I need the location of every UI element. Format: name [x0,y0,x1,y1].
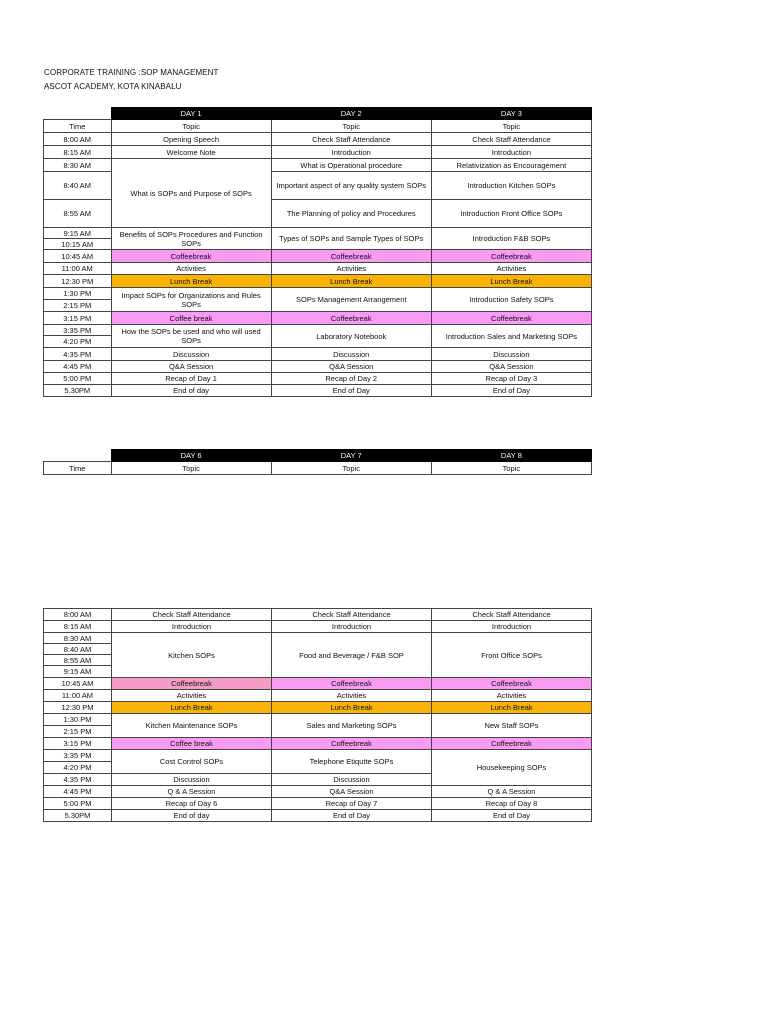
time-cell: 8:40 AM [44,172,112,200]
coffee-break-cell: Coffee break [111,312,271,325]
table-row [44,228,592,239]
topic-header: Topic [271,120,431,133]
table-row [44,275,592,288]
time-cell: 8:00 AM [44,609,112,621]
time-cell: 8:15 AM [44,621,112,633]
time-cell: 3:35 PM [44,750,112,762]
lunch-break-cell: Lunch Break [431,275,591,288]
session-cell: Recap of Day 8 [432,798,592,810]
lunch-break-cell: Lunch Break [271,275,431,288]
time-cell: 1:30 PM [44,714,112,726]
day-header: DAY 8 [431,450,591,462]
session-cell: What is SOPs and Purpose of SOPs [111,159,271,228]
session-cell: Q&A Session [431,361,591,373]
session-cell: Discussion [431,348,591,361]
session-cell: Activities [112,690,272,702]
table-row [44,108,592,120]
table-row [44,633,592,644]
day-header: DAY 7 [271,450,431,462]
table-row [44,361,592,373]
time-cell: 4:20 PM [44,336,112,348]
coffee-break-cell: Coffeebreak [432,738,592,750]
session-cell: Recap of Day 6 [112,798,272,810]
session-cell: Discussion [112,774,272,786]
session-cell: End of day [112,810,272,822]
table-row [44,702,592,714]
coffee-break-cell: Coffeebreak [272,678,432,690]
time-cell: 8:00 AM [44,133,112,146]
session-cell: Types of SOPs and Sample Types of SOPs [271,228,431,250]
time-cell: 5.30PM [44,810,112,822]
table-row [44,621,592,633]
session-cell: Introduction Safety SOPs [431,288,591,312]
session-cell: End of Day [432,810,592,822]
session-cell: New Staff SOPs [432,714,592,738]
table-row [44,263,592,275]
session-cell: Check Staff Attendance [271,133,431,146]
session-cell: Q & A Session [112,786,272,798]
time-cell: 3:35 PM [44,325,112,336]
time-cell: 4:20 PM [44,762,112,774]
day-header: DAY 3 [431,108,591,120]
time-cell: 4:45 PM [44,361,112,373]
session-cell: Introduction Front Office SOPs [431,200,591,228]
session-cell: Check Staff Attendance [112,609,272,621]
time-cell: 4:45 PM [44,786,112,798]
coffee-break-cell: Coffeebreak [431,250,591,263]
table-row [44,348,592,361]
session-cell: Impact SOPs for Organizations and Rules SOPs [111,288,271,312]
time-cell: 8:55 AM [44,655,112,666]
table-row [44,450,592,462]
session-cell: Discussion [271,348,431,361]
session-cell: Q&A Session [272,786,432,798]
session-cell: Opening Speech [111,133,271,146]
topic-header: Topic [431,462,591,475]
session-cell: Activities [271,263,431,275]
session-cell: Introduction [272,621,432,633]
session-cell: Benefits of SOPs Procedures and Function SOPs [111,228,271,250]
session-cell: Q&A Session [111,361,271,373]
session-cell: SOPs Management Arrangement [271,288,431,312]
session-cell: How the SOPs be used and who will used SOPs [111,325,271,348]
session-cell: The Planning of policy and Procedures [271,200,431,228]
coffee-break-cell: Coffeebreak [271,312,431,325]
time-cell: 11:00 AM [44,263,112,275]
document-subtitle: ASCOT ACADEMY, KOTA KINABALU [44,82,182,91]
session-cell: Sales and Marketing SOPs [272,714,432,738]
coffee-break-cell: Coffeebreak [271,250,431,263]
table-row [44,120,592,133]
session-cell: Check Staff Attendance [431,133,591,146]
time-cell: 8:30 AM [44,159,112,172]
session-cell: Activities [272,690,432,702]
table-row [44,786,592,798]
session-cell: End of Day [271,385,431,397]
coffee-break-cell: Coffeebreak [432,678,592,690]
session-cell: Q&A Session [271,361,431,373]
session-cell: Recap of Day 3 [431,373,591,385]
table-row [44,159,592,172]
time-cell: 8:30 AM [44,633,112,644]
table-row [44,312,592,325]
time-cell: 1:30 PM [44,288,112,300]
time-cell: 10:15 AM [44,239,112,250]
lunch-break-cell: Lunch Break [111,275,271,288]
session-cell: Telephone Etiqutte SOPs [272,750,432,774]
session-cell: Kitchen Maintenance SOPs [112,714,272,738]
time-header: Time [44,120,112,133]
table-row [44,146,592,159]
table-row [44,288,592,300]
table-row [44,798,592,810]
table-row [44,462,592,475]
session-cell: End of Day [272,810,432,822]
topic-header: Topic [431,120,591,133]
time-cell: 8:40 AM [44,644,112,655]
session-cell: Activities [431,263,591,275]
day-header: DAY 2 [271,108,431,120]
topic-header: Topic [111,462,271,475]
session-cell: End of Day [431,385,591,397]
time-cell: 10:45 AM [44,250,112,263]
session-cell: Welcome Note [111,146,271,159]
day-header: DAY 1 [111,108,271,120]
session-cell: Introduction [431,146,591,159]
time-cell: 9:15 AM [44,228,112,239]
session-cell: Food and Beverage / F&B SOP [272,633,432,678]
session-cell: Activities [111,263,271,275]
time-cell: 3:15 PM [44,312,112,325]
session-cell: Laboratory Notebook [271,325,431,348]
lunch-break-cell: Lunch Break [272,702,432,714]
table-row [44,750,592,762]
table-row [44,690,592,702]
schedule-table-days-6-8 [43,608,592,822]
time-cell: 8:15 AM [44,146,112,159]
session-cell: Recap of Day 1 [111,373,271,385]
session-cell: Introduction Kitchen SOPs [431,172,591,200]
time-header: Time [44,462,112,475]
table-row [44,678,592,690]
time-cell: 10:45 AM [44,678,112,690]
table-row [44,373,592,385]
lunch-break-cell: Lunch Break [112,702,272,714]
document-title: CORPORATE TRAINING :SOP MANAGEMENT [44,68,219,77]
session-cell: Introduction [112,621,272,633]
table-row [44,609,592,621]
time-cell: 4:35 PM [44,774,112,786]
coffee-break-cell: Coffeebreak [111,250,271,263]
session-cell: Cost Control SOPs [112,750,272,774]
time-cell: 5:00 PM [44,373,112,385]
session-cell: Recap of Day 2 [271,373,431,385]
coffee-break-cell: Coffeebreak [272,738,432,750]
session-cell: Recap of Day 7 [272,798,432,810]
session-cell: Kitchen SOPs [112,633,272,678]
session-cell: Activities [432,690,592,702]
session-cell: Q & A Session [432,786,592,798]
table-row [44,325,592,336]
session-cell: Important aspect of any quality system SOPs [271,172,431,200]
table-row [44,810,592,822]
time-cell: 5.30PM [44,385,112,397]
session-cell: Introduction [432,621,592,633]
schedule-header-days-6-8 [43,449,592,475]
coffee-break-cell: Coffeebreak [112,678,272,690]
coffee-break-cell: Coffeebreak [431,312,591,325]
time-cell: 5:00 PM [44,798,112,810]
session-cell: Discussion [272,774,432,786]
session-cell: Housekeeping SOPs [432,750,592,786]
table-row [44,133,592,146]
time-cell: 12:30 PM [44,702,112,714]
schedule-table-days-1-3 [43,107,592,397]
session-cell: Check Staff Attendance [432,609,592,621]
table-row [44,385,592,397]
lunch-break-cell: Lunch Break [432,702,592,714]
time-cell: 2:15 PM [44,300,112,312]
day-header: DAY 6 [111,450,271,462]
session-cell: Discussion [111,348,271,361]
time-cell: 11:00 AM [44,690,112,702]
time-cell: 3:15 PM [44,738,112,750]
table-row [44,250,592,263]
session-cell: Introduction F&B SOPs [431,228,591,250]
session-cell: End of day [111,385,271,397]
time-cell: 2:15 PM [44,726,112,738]
session-cell: Check Staff Attendance [272,609,432,621]
topic-header: Topic [271,462,431,475]
table-row [44,738,592,750]
time-cell: 9:15 AM [44,666,112,678]
time-cell: 8:55 AM [44,200,112,228]
coffee-break-cell: Coffee break [112,738,272,750]
topic-header: Topic [111,120,271,133]
time-cell: 12:30 PM [44,275,112,288]
session-cell: Relativization as Encouragement [431,159,591,172]
table-row [44,714,592,726]
session-cell: Introduction [271,146,431,159]
time-cell: 4:35 PM [44,348,112,361]
session-cell: Introduction Sales and Marketing SOPs [431,325,591,348]
session-cell: What is Operational procedure [271,159,431,172]
session-cell: Front Office SOPs [432,633,592,678]
